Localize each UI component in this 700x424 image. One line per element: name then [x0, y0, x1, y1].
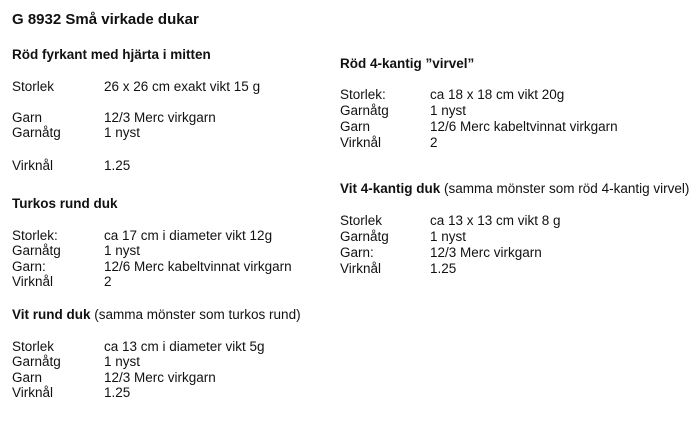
row-value: 1 nyst	[430, 103, 467, 118]
row-label: Garn	[340, 119, 371, 134]
row-label: Garnåtg	[12, 243, 61, 258]
row-value: 12/3 Merc virkgarn	[104, 110, 216, 125]
section-heading: Röd fyrkant med hjärta i mitten	[12, 47, 211, 62]
section-heading-line	[340, 181, 689, 196]
section-heading: Vit 4-kantig duk	[340, 181, 441, 196]
row-value: 12/3 Merc virkgarn	[104, 370, 216, 385]
row-label: Garnåtg	[340, 103, 389, 118]
row-label: Garn	[12, 370, 43, 385]
row-value: ca 13 cm i diameter vikt 5g	[104, 339, 265, 354]
row-label: Garn:	[340, 245, 374, 260]
row-label: Storlek	[12, 339, 55, 354]
row-value: 26 x 26 cm exakt vikt 15 g	[104, 79, 261, 94]
row-label: Garnåtg	[12, 125, 61, 140]
section-note: (samma mönster som röd 4-kantig virvel)	[440, 181, 690, 196]
page-title: G 8932 Små virkade dukar	[12, 11, 199, 28]
section-heading: Vit rund duk	[12, 307, 91, 322]
row-value: ca 13 x 13 cm vikt 8 g	[430, 213, 561, 228]
row-value: 1.25	[104, 158, 131, 173]
row-label: Garnåtg	[340, 229, 389, 244]
row-value: 12/6 Merc kabeltvinnat virkgarn	[104, 259, 292, 274]
row-value: 1 nyst	[104, 125, 141, 140]
row-label: Garnåtg	[12, 354, 61, 369]
row-value: 12/3 Merc virkgarn	[430, 245, 542, 260]
row-label: Garn:	[12, 259, 46, 274]
row-label: Virknål	[12, 274, 54, 289]
row-label: Virknål	[12, 158, 54, 173]
section-heading-line	[12, 307, 301, 322]
row-value: 2	[430, 135, 438, 150]
row-label: Storlek:	[340, 87, 386, 102]
row-value: ca 17 cm i diameter vikt 12g	[104, 228, 273, 243]
row-label: Storlek:	[12, 228, 58, 243]
row-label: Virknål	[340, 261, 382, 276]
row-value: ca 18 x 18 cm vikt 20g	[430, 87, 565, 102]
row-label: Storlek	[12, 79, 55, 94]
row-label: Garn	[12, 110, 43, 125]
row-label: Virknål	[340, 135, 382, 150]
row-value: 12/6 Merc kabeltvinnat virkgarn	[430, 119, 618, 134]
section-note: (samma mönster som turkos rund)	[90, 307, 301, 322]
row-value: 1.25	[430, 261, 457, 276]
section-heading: Röd 4-kantig ”virvel”	[340, 56, 475, 71]
row-value: 1 nyst	[104, 243, 141, 258]
row-value: 2	[104, 274, 112, 289]
row-label: Storlek	[340, 213, 383, 228]
row-label: Virknål	[12, 385, 54, 400]
row-value: 1 nyst	[430, 229, 467, 244]
row-value: 1 nyst	[104, 354, 141, 369]
row-value: 1.25	[104, 385, 131, 400]
section-heading: Turkos rund duk	[12, 196, 118, 211]
